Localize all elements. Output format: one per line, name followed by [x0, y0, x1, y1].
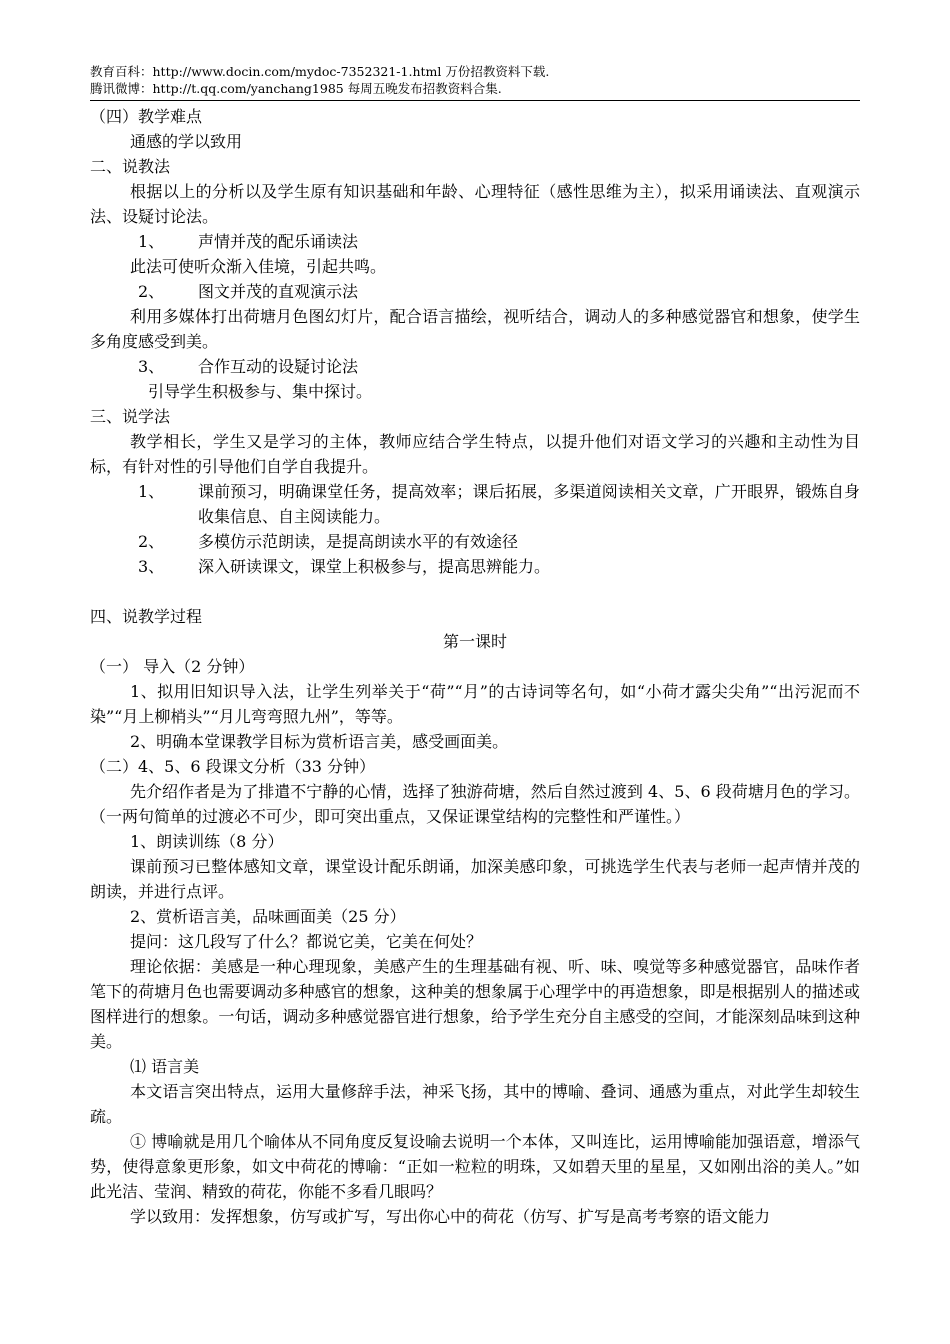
page-header	[90, 63, 860, 101]
paragraph: 根据以上的分析以及学生原有知识基础和年龄、心理特征（感性思维为主），拟采用诵读法、直观演示法、设疑讨论法。	[90, 182, 860, 226]
section-heading: （四）教学难点	[90, 107, 203, 126]
section-heading: 二、说教法	[90, 157, 171, 176]
lesson-title: 第一课时	[442, 632, 507, 651]
paragraph: 通感的学以致用	[130, 132, 243, 151]
subsection-heading: 2、赏析语言美，品味画面美（25 分）	[130, 907, 406, 926]
paragraph: 1、拟用旧知识导入法，让学生列举关于“荷”“月”的古诗词等名句，如“小荷才露尖尖角”“出污泥而不染”“月上柳梢头”“月儿弯弯照九州”，等等。	[90, 682, 860, 726]
list-number: 1、	[138, 232, 165, 251]
paragraph: ① 博喻就是用几个喻体从不同角度反复设喻去说明一个本体，又叫连比，运用博喻能加强语意，增添气势，使得意象更形象，如文中荷花的博喻：“正如一粒粒的明珠，又如碧天里的星星，又如刚出浴的美人。”如此光洁、莹润、精致的荷花，你能不多看几眼吗？	[90, 1132, 860, 1201]
paragraph: 利用多媒体打出荷塘月色图幻灯片，配合语言描绘，视听结合，调动人的多种感觉器官和想象，使学生多角度感受到美。	[90, 307, 860, 351]
section-heading: 四、说教学过程	[90, 607, 203, 626]
paragraph: 本文语言突出特点，运用大量修辞手法，神采飞扬，其中的博喻、叠词、通感为重点，对此学生却较生疏。	[90, 1082, 860, 1126]
paragraph: 理论依据：美感是一种心理现象，美感产生的生理基础有视、听、味、嗅觉等多种感觉器官，品味作者笔下的荷塘月色也需要调动多种感官的想象，这种美的想象属于心理学中的再造想象，即是根据别人的描述或图样进行的想象。一句话，调动多种感觉器官进行想象，给予学生充分自主感受的空间，才能深刻品味到这种美。	[90, 957, 860, 1051]
paragraph: 教学相长，学生又是学习的主体，教师应结合学生特点，以提升他们对语文学习的兴趣和主动性为目标，有针对性的引导他们自学自我提升。	[90, 432, 860, 476]
paragraph: 2、明确本堂课教学目标为赏析语言美，感受画面美。	[130, 732, 509, 751]
subsection-heading: ⑴ 语言美	[130, 1057, 200, 1076]
list-number: 3、	[138, 557, 165, 576]
paragraph: 此法可使听众渐入佳境，引起共鸣。	[130, 257, 387, 276]
header-line-docin: 教育百科：http://www.docin.com/mydoc-7352321-1.html 万份招教资料下载.	[90, 64, 550, 79]
header-line-weibo: 腾讯微博：http://t.qq.com/yanchang1985 每周五晚发布招教资料合集.	[90, 81, 502, 96]
list-text: 深入研读课文，课堂上积极参与，提高思辨能力。	[198, 557, 551, 576]
list-number: 1、	[138, 482, 165, 501]
list-text: 合作互动的设疑讨论法	[198, 357, 359, 376]
paragraph: 学以致用：发挥想象，仿写或扩写，写出你心中的荷花（仿写、扩写是高考考察的语文能力	[130, 1207, 771, 1226]
list-item	[90, 529, 860, 554]
list-item	[90, 479, 860, 529]
subsection-heading: 1、朗读训练（8 分）	[130, 832, 284, 851]
paragraph: 引导学生积极参与、集中探讨。	[148, 382, 373, 401]
list-item	[90, 279, 860, 304]
list-item	[90, 229, 860, 254]
list-text: 多模仿示范朗读，是提高朗读水平的有效途径	[198, 532, 519, 551]
list-item	[90, 554, 860, 579]
document-body	[90, 104, 860, 1229]
paragraph: 课前预习已整体感知文章，课堂设计配乐朗诵，加深美感印象，可挑选学生代表与老师一起声情并茂的朗读，并进行点评。	[90, 857, 860, 901]
subsection-heading: （一） 导入（2 分钟）	[90, 657, 255, 676]
paragraph: 先介绍作者是为了排遣不宁静的心情，选择了独游荷塘，然后自然过渡到 4、5、6 段荷塘月色的学习。（一两句简单的过渡必不可少，即可突出重点，又保证课堂结构的完整性和严谨性。）	[90, 782, 860, 826]
list-number: 2、	[138, 532, 165, 551]
list-item	[90, 354, 860, 379]
list-number: 3、	[138, 357, 165, 376]
list-text: 声情并茂的配乐诵读法	[198, 232, 359, 251]
list-text: 课前预习，明确课堂任务，提高效率；课后拓展，多渠道阅读相关文章，广开眼界，锻炼自身收集信息、自主阅读能力。	[198, 482, 860, 526]
paragraph: 提问：这几段写了什么？都说它美，它美在何处？	[130, 932, 483, 951]
list-number: 2、	[138, 282, 165, 301]
section-heading: 三、说学法	[90, 407, 171, 426]
list-text: 图文并茂的直观演示法	[198, 282, 359, 301]
subsection-heading: （二）4、5、6 段课文分析（33 分钟）	[90, 757, 376, 776]
